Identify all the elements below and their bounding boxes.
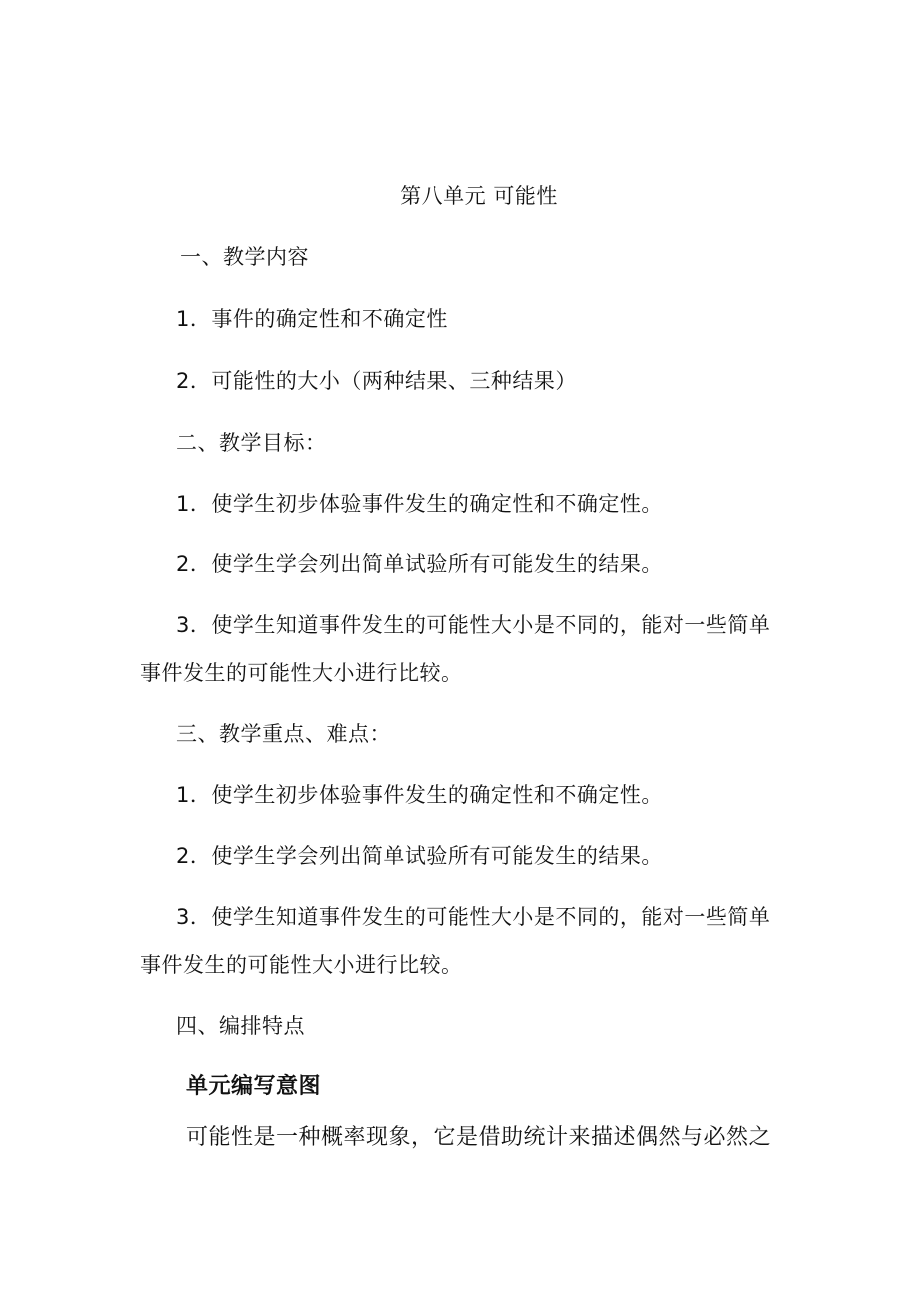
list-item-continuation: 事件发生的可能性大小进行比较。 <box>140 953 463 977</box>
list-item: 2．可能性的大小（两种结果、三种结果） <box>176 369 577 393</box>
list-item: 1．使学生初步体验事件发生的确定性和不确定性。 <box>176 492 663 516</box>
section-heading-teaching-content: 一、教学内容 <box>180 245 309 269</box>
page-title: 第八单元 可能性 <box>400 184 558 208</box>
list-item-continuation: 事件发生的可能性大小进行比较。 <box>140 661 463 685</box>
list-item: 1．使学生初步体验事件发生的确定性和不确定性。 <box>176 783 663 807</box>
list-item: 2．使学生学会列出简单试验所有可能发生的结果。 <box>176 844 663 868</box>
section-heading-key-points: 三、教学重点、难点： <box>176 722 391 746</box>
list-item: 1．事件的确定性和不确定性 <box>176 307 448 331</box>
list-item: 3．使学生知道事件发生的可能性大小是不同的，能对一些简单 <box>176 905 771 929</box>
body-paragraph: 可能性是一种概率现象，它是借助统计来描述偶然与必然之 <box>186 1125 772 1150</box>
section-heading-arrangement: 四、编排特点 <box>176 1014 305 1038</box>
list-item: 2．使学生学会列出简单试验所有可能发生的结果。 <box>176 552 663 576</box>
subheading-unit-intent: 单元编写意图 <box>186 1074 322 1099</box>
list-item: 3．使学生知道事件发生的可能性大小是不同的，能对一些简单 <box>176 613 771 637</box>
section-heading-teaching-goals: 二、教学目标： <box>176 431 327 455</box>
